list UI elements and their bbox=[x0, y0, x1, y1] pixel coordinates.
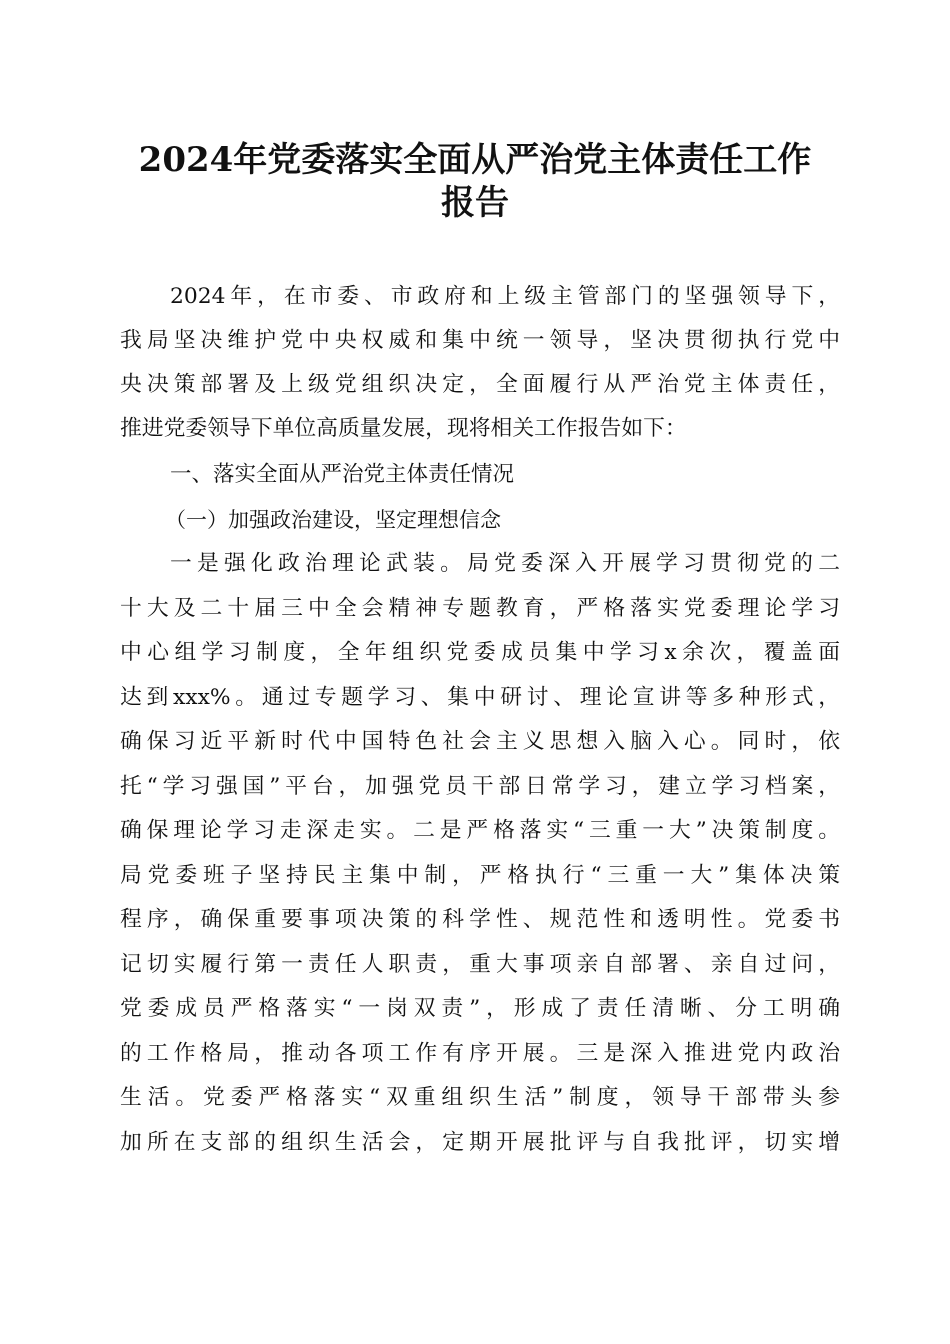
body-line: 生活。党委严格落实“双重组织生活”制度，领导干部带头参 bbox=[120, 1085, 840, 1110]
body-line: 中心组学习制度，全年组织党委成员集中学习x余次，覆盖面 bbox=[120, 640, 840, 665]
body-line: 确保习近平新时代中国特色社会主义思想入脑入心。同时，依 bbox=[120, 729, 840, 754]
body-line: 达到xxx%。通过专题学习、集中研讨、理论宣讲等多种形式， bbox=[120, 685, 840, 710]
body-line: 的工作格局，推动各项工作有序开展。三是深入推进党内政治 bbox=[120, 1041, 840, 1066]
intro-line: 我局坚决维护党中央权威和集中统一领导，坚决贯彻执行党中 bbox=[120, 328, 840, 353]
intro-line: 2024年，在市委、市政府和上级主管部门的坚强领导下， bbox=[170, 284, 840, 309]
body-line: 局党委班子坚持民主集中制，严格执行“三重一大”集体决策 bbox=[120, 863, 840, 888]
document-title-line-2: 报告 bbox=[441, 183, 509, 223]
body-line: 十大及二十届三中全会精神专题教育，严格落实党委理论学习 bbox=[120, 596, 840, 621]
body-line: 程序，确保重要事项决策的科学性、规范性和透明性。党委书 bbox=[120, 907, 840, 932]
body-line: 一是强化政治理论武装。局党委深入开展学习贯彻党的二 bbox=[170, 551, 840, 576]
subsection-heading: （一）加强政治建设，坚定理想信念 bbox=[165, 508, 501, 532]
body-line: 记切实履行第一责任人职责，重大事项亲自部署、亲自过问， bbox=[120, 952, 840, 977]
body-line: 党委成员严格落实“一岗双责”，形成了责任清晰、分工明确 bbox=[120, 996, 840, 1021]
intro-line: 央决策部署及上级党组织决定，全面履行从严治党主体责任， bbox=[120, 372, 840, 397]
section-heading: 一、落实全面从严治党主体责任情况 bbox=[170, 462, 515, 487]
body-line: 托“学习强国”平台，加强党员干部日常学习，建立学习档案， bbox=[120, 774, 840, 799]
body-line: 确保理论学习走深走实。二是严格落实“三重一大”决策制度。 bbox=[120, 818, 840, 843]
document-title-line-1: 2024年党委落实全面从严治党主体责任工作 bbox=[138, 140, 812, 180]
intro-line: 推进党委领导下单位高质量发展，现将相关工作报告如下： bbox=[120, 416, 687, 441]
body-line: 加所在支部的组织生活会，定期开展批评与自我批评，切实增 bbox=[120, 1130, 840, 1155]
